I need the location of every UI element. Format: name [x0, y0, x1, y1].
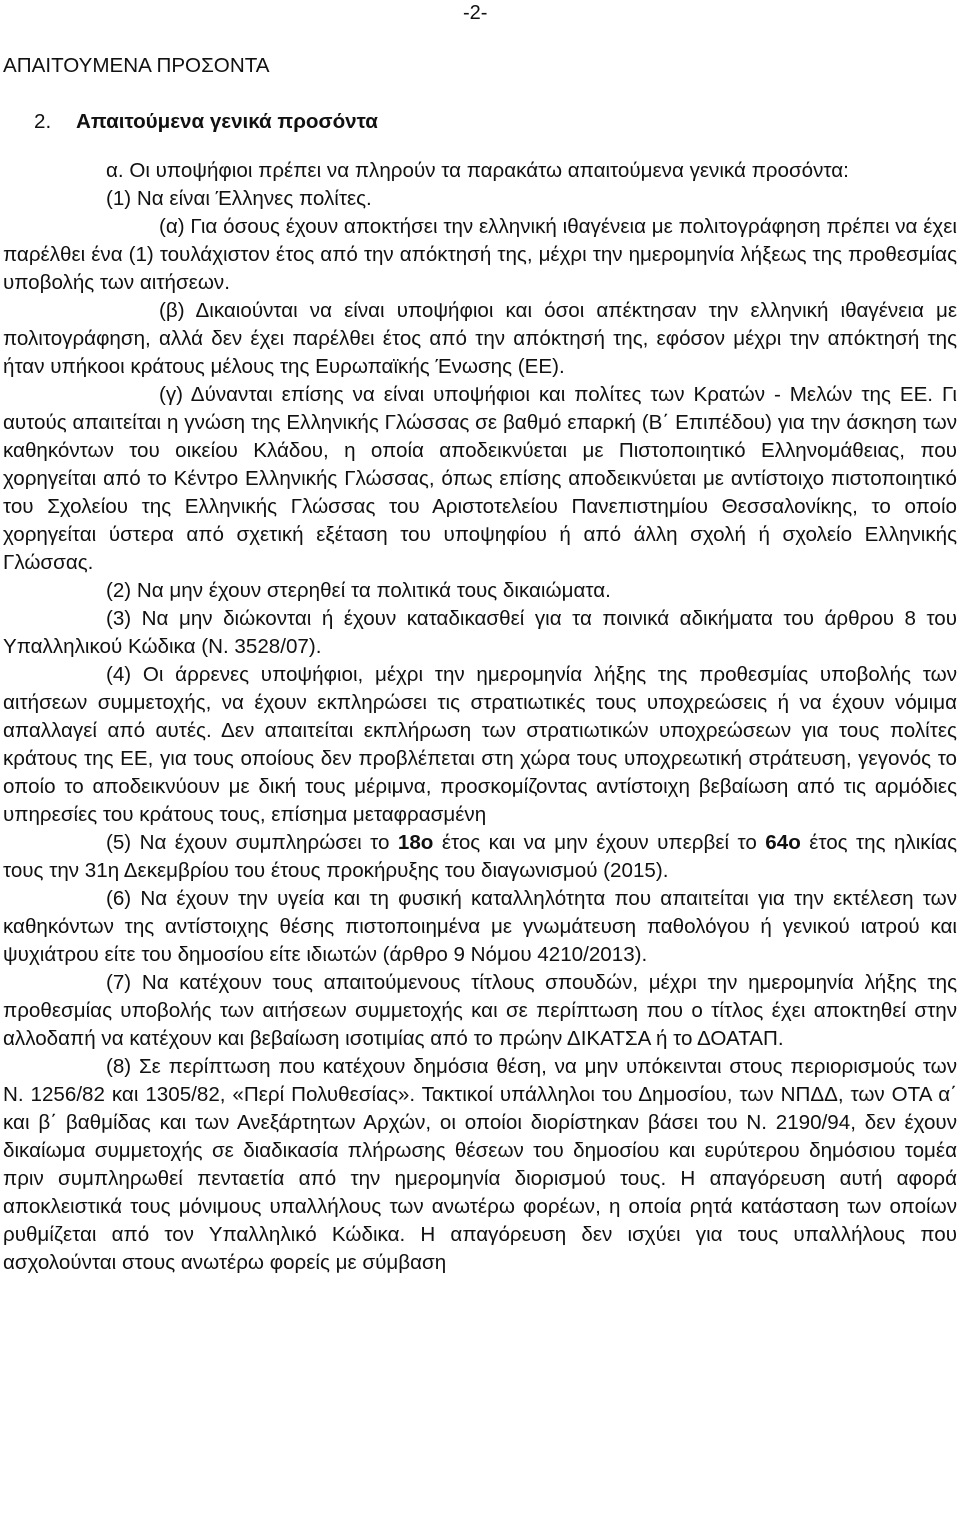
- item-5-max-age: 64ο: [765, 831, 801, 854]
- subsection-number: 2.: [34, 110, 52, 133]
- item-5-part2: έτος και να μην έχουν υπερβεί το: [433, 831, 766, 854]
- item-5: [3, 829, 957, 885]
- item-3: (3) Να μην διώκονται ή έχουν καταδικασθεί για τα ποινικά αδικήματα του άρθρου 8 του Υπαλληλικού Κώδικα (Ν. 3528/07).: [3, 607, 957, 658]
- page-number: -2-: [463, 2, 488, 24]
- item-8: (8) Σε περίπτωση που κατέχουν δημόσια θέση, να μην υπόκεινται στους περιορισμούς των Ν. 1256/82 και 1305/82, «Περί Πολυθεσίας». Τακτικοί υπάλληλοι του Δημοσίου, των ΝΠΔΔ, των ΟΤΑ α΄ και β΄ βαθμίδας και των Ανεξάρτητων Αρχών, οι οποίοι διορίστηκαν βάσει του Ν. 2190/94, δεν έχουν δικαίωμα συμμετοχής σε διαδικασία πλήρωσης θέσεων του δημοσίου και ευρύτερου δημόσιου τομέα πριν συμπληρωθεί πενταετία από την ημερομηνία διορισμού τους. Η απαγόρευση αυτή αφορά αποκλειστικά τους μόνιμους υπαλλήλους των ανωτέρω φορέων, η οποία ρητά κατάσταση των οποίων ρυθμίζεται από τον Υπαλληλικό Κώδικα. Η απαγόρευση δεν ισχύει για τους υπαλλήλους που ασχολούνται στους ανωτέρω φορείς με σύμβαση: [3, 1055, 957, 1274]
- item-1b: (β) Δικαιούνται να είναι υποψήφιοι και όσοι απέκτησαν την ελληνική ιθαγένεια με πολιτογράφηση, αλλά δεν έχει παρέλθει έτος από την απόκτησή της, εφόσον μέχρι την απόκτησή της ήταν υπήκοοι κράτους μέλους της Ευρωπαϊκής Ένωσης (ΕΕ).: [3, 299, 957, 378]
- item-7: (7) Να κατέχουν τους απαιτούμενους τίτλους σπουδών, μέχρι την ημερομηνία λήξης της προθεσμίας υποβολής των αιτήσεων συμμετοχής και σε περίπτωση που ο τίτλος έχει αποκτηθεί στην αλλοδαπή να κατέχουν και βεβαίωση ισοτιμίας από το πρώην ΔΙΚΑΤΣΑ ή το ΔΟΑΤΑΠ.: [3, 971, 957, 1050]
- intro-paragraph: α. Οι υποψήφιοι πρέπει να πληρούν τα παρακάτω απαιτούμενα γενικά προσόντα:: [106, 159, 849, 182]
- subsection-title: Απαιτούμενα γενικά προσόντα: [76, 110, 378, 133]
- item-1c: (γ) Δύνανται επίσης να είναι υποψήφιοι και πολίτες των Κρατών - Μελών της ΕΕ. Γι αυτούς απαιτείται η γνώση της Ελληνικής Γλώσσας σε βαθμό επαρκή (Β΄ Επιπέδου) για την άσκηση των καθηκόντων του οικείου Κλάδου, η οποία αποδεικνύεται με Πιστοποιητικό Ελληνομάθειας, που χορηγείται από το Κέντρο Ελληνικής Γλώσσας, όπως επίσης αποδεικνύεται με αντίστοιχο πιστοποιητικό του Σχολείου της Ελληνικής Γλώσσας του Αριστοτελείου Πανεπιστημίου Θεσσαλονίκης, το οποίο χορηγείται ύστερα από σχετική εξέταση του υποψηφίου ή από άλλη σχολή ή σχολείο Ελληνικής Γλώσσας.: [3, 383, 957, 574]
- document-body: [3, 52, 957, 1277]
- item-5-part1: (5) Να έχουν συμπληρώσει το: [106, 831, 398, 854]
- item-5-min-age: 18ο: [397, 831, 434, 854]
- item-2: (2) Να μην έχουν στερηθεί τα πολιτικά τους δικαιώματα.: [106, 579, 611, 602]
- item-6: (6) Να έχουν την υγεία και τη φυσική καταλληλότητα που απαιτείται για την εκτέλεση των καθηκόντων της αντίστοιχης θέσης πιστοποιημένα με γνωμάτευση παθολόγου ή γενικού ιατρού και ψυχιάτρου είτε του δημοσίου είτε ιδιωτών (άρθρο 9 Νόμου 4210/2013).: [3, 887, 957, 966]
- subsection-heading: [34, 108, 957, 136]
- section-title: ΑΠΑΙΤΟΥΜΕΝΑ ΠΡΟΣΟΝΤΑ: [3, 54, 270, 77]
- item-5-part3: έτος της ηλικίας τους την 31η Δεκεμβρίου του έτους προκήρυξης του διαγωνισμού (2015).: [3, 831, 958, 882]
- item-4: (4) Οι άρρενες υποψήφιοι, μέχρι την ημερομηνία λήξης της προθεσμίας υποβολής των αιτήσεων συμμετοχής, να έχουν εκπληρώσει τις στρατιωτικές τους υποχρεώσεις ή να έχουν νόμιμα απαλλαγεί από αυτές. Δεν απαιτείται εκπλήρωση των στρατιωτικών υποχρεώσεων για τους πολίτες κράτους της ΕΕ, για τους οποίους δεν προβλέπεται στη χώρα τους υποχρεωτική στράτευση, γεγονός το οποίο το αποδεικνύουν με δική τους μέριμνα, προσκομίζοντας αντίστοιχη βεβαίωση από τις αρμόδιες υπηρεσίες του κράτους τους, επίσημα μεταφρασμένη: [3, 663, 957, 826]
- item-1: (1) Να είναι Έλληνες πολίτες.: [106, 187, 372, 210]
- item-1a: (α) Για όσους έχουν αποκτήσει την ελληνική ιθαγένεια με πολιτογράφηση πρέπει να έχει παρέλθει ένα (1) τουλάχιστον έτος από την απόκτησή της, μέχρι την ημερομηνία λήξεως της προθεσμίας υποβολής των αιτήσεων.: [3, 215, 957, 294]
